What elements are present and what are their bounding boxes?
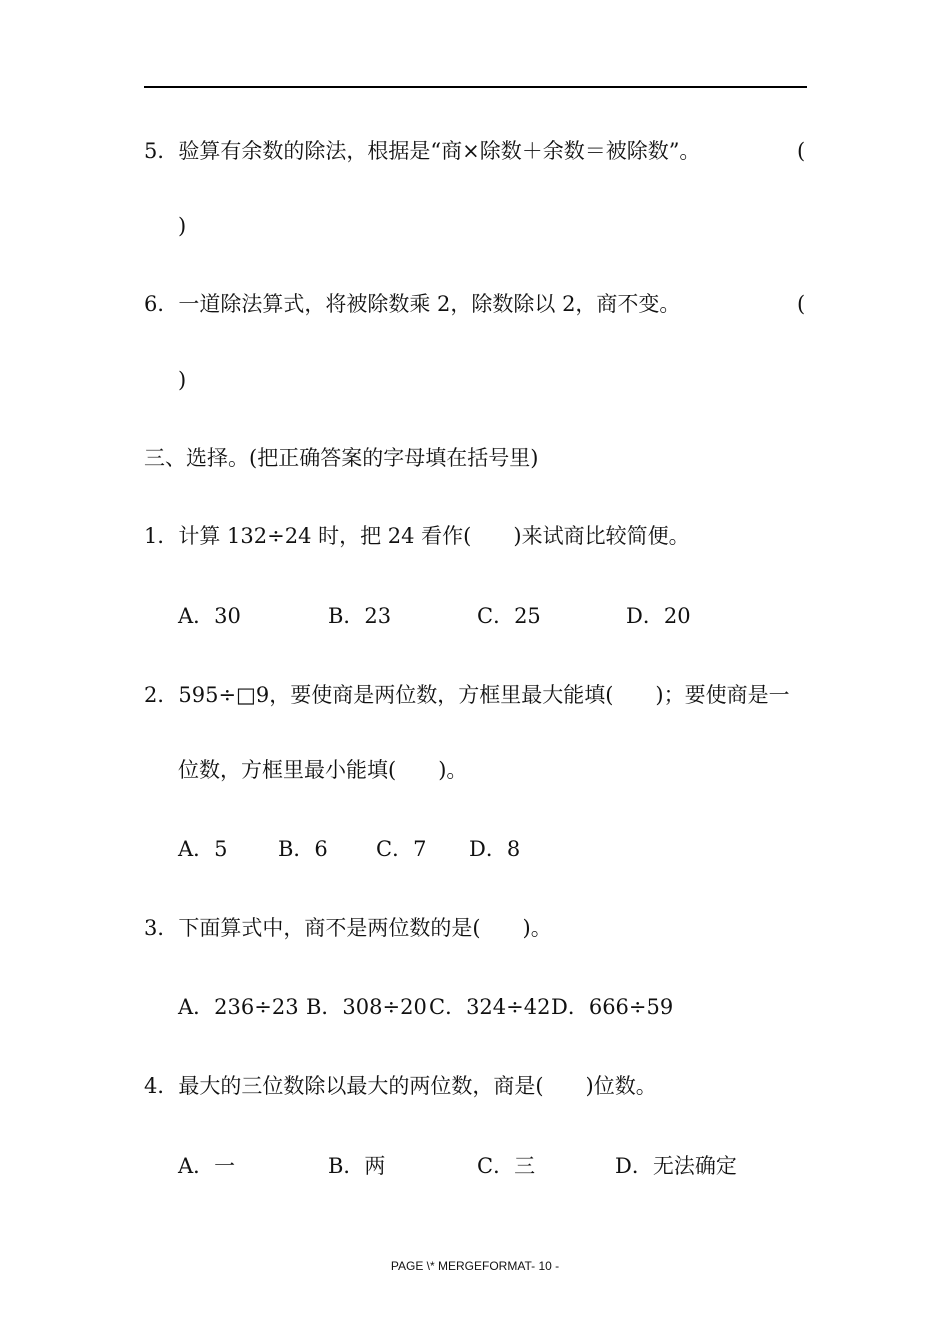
judge-q6-close-paren: ) bbox=[178, 368, 187, 392]
choice-q3-option-c: C．324÷42 bbox=[429, 995, 551, 1019]
judge-q6-open-paren: ( bbox=[797, 292, 806, 316]
choice-q1-option-b: B．23 bbox=[328, 604, 392, 628]
choice-q4-option-d: D．无法确定 bbox=[615, 1154, 737, 1178]
choice-q1-option-d: D．20 bbox=[626, 604, 691, 628]
choice-q2-option-b: B．6 bbox=[278, 837, 328, 861]
judge-q6-text: 6．一道除法算式，将被除数乘 2，除数除以 2，商不变。 bbox=[144, 292, 681, 316]
choice-q3-option-a: A．236÷23 bbox=[178, 995, 299, 1019]
choice-q1-option-a: A．30 bbox=[178, 604, 241, 628]
choice-q2-text-line2: 位数，方框里最小能填( )。 bbox=[178, 758, 468, 782]
choice-q4-text: 4．最大的三位数除以最大的两位数，商是( )位数。 bbox=[144, 1074, 657, 1098]
choice-q4-option-c: C．三 bbox=[477, 1154, 536, 1178]
judge-q5-text: 5．验算有余数的除法，根据是“商×除数＋余数＝被除数”。 bbox=[144, 139, 701, 163]
choice-q3-option-b: B．308÷20 bbox=[306, 995, 427, 1019]
choice-q1-text: 1．计算 132÷24 时，把 24 看作( )来试商比较简便。 bbox=[144, 524, 690, 548]
choice-q2-text-line1: 2．595÷□9，要使商是两位数，方框里最大能填( )；要使商是一 bbox=[144, 683, 790, 707]
choice-q3-option-d: D．666÷59 bbox=[551, 995, 674, 1019]
section-title: 三、选择。(把正确答案的字母填在括号里) bbox=[144, 446, 539, 470]
choice-q4-option-b: B．两 bbox=[328, 1154, 386, 1178]
judge-q5-close-paren: ) bbox=[178, 214, 187, 238]
judge-q5-open-paren: ( bbox=[797, 139, 806, 163]
choice-q2-option-a: A．5 bbox=[178, 837, 228, 861]
page-footer: PAGE \* MERGEFORMAT- 10 - bbox=[390, 1259, 560, 1273]
choice-q2-option-c: C．7 bbox=[376, 837, 427, 861]
choice-q1-option-c: C．25 bbox=[477, 604, 541, 628]
choice-q2-option-d: D．8 bbox=[469, 837, 521, 861]
choice-q3-text: 3．下面算式中，商不是两位数的是( )。 bbox=[144, 916, 552, 940]
choice-q4-option-a: A．一 bbox=[178, 1154, 236, 1178]
header-rule bbox=[144, 86, 807, 88]
